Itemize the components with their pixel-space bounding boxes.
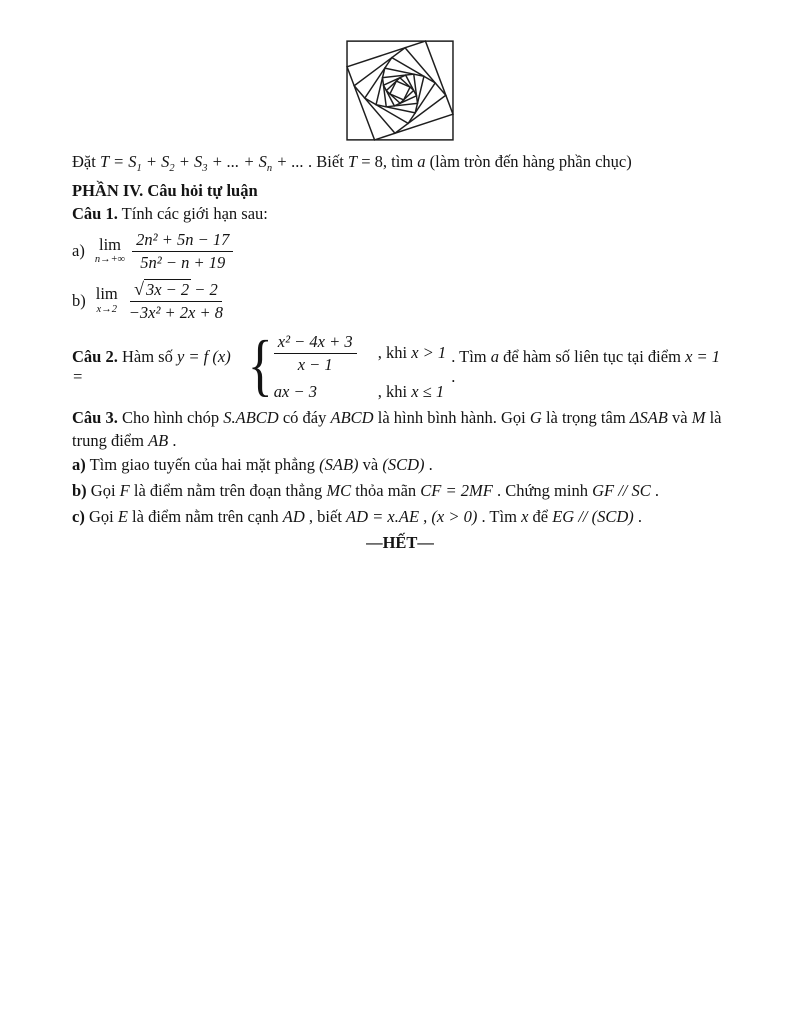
text-segment: Đặt (72, 152, 100, 171)
limit-problem-b (72, 279, 728, 323)
piecewise-cases (247, 328, 447, 404)
text-segment: AB (148, 430, 169, 450)
text-segment: , biết (304, 506, 347, 526)
text-segment: T (347, 152, 358, 171)
item-label-b: b) (72, 290, 86, 310)
case-row-1 (274, 332, 446, 375)
text-segment: để (528, 506, 553, 526)
text-segment: = 8, tìm (357, 152, 418, 171)
lim-word: lim (98, 234, 121, 254)
text-segment: . (451, 366, 456, 386)
text-segment: là hình bình hành. Gọi (373, 407, 530, 427)
cau1-header (72, 203, 728, 225)
end-marker (72, 533, 728, 553)
lim-word: lim (95, 284, 118, 304)
fraction-denominator: x − 1 (297, 354, 333, 374)
text-segment: x ≤ 1 (411, 381, 445, 401)
text-segment: a) (72, 454, 86, 474)
spiral-square-7 (383, 75, 416, 106)
spiral-square-2 (347, 41, 453, 140)
text-segment: . Tìm (477, 506, 522, 526)
cau3-paragraph (72, 406, 728, 452)
text-segment: Tính các giới hạn sau: (117, 204, 268, 223)
text-segment: . Biết (308, 152, 348, 171)
text-segment: + ... (272, 152, 309, 171)
text-segment: F (119, 480, 130, 500)
text-segment: . (424, 454, 433, 474)
spiral-squares-figure (346, 40, 454, 141)
spiral-square-5 (376, 68, 424, 113)
sqrt-rest: − 2 (194, 279, 218, 299)
text-segment: MC (326, 480, 352, 500)
text-segment: và (667, 407, 692, 427)
left-brace: { (247, 328, 273, 404)
text-segment: . Chứng minh (492, 480, 593, 500)
cau2-text-before (72, 347, 246, 387)
part-header (72, 180, 728, 202)
text-segment: 1 (136, 163, 142, 174)
text-segment: b) (72, 480, 87, 500)
limit-operator (96, 286, 118, 315)
text-segment: Câu 2. (72, 346, 118, 366)
limit-operator (94, 234, 126, 266)
cau3-item-c (72, 504, 728, 530)
text-segment: G (529, 407, 542, 427)
text-segment: E (117, 506, 128, 526)
lim-subscript: x→2 (96, 303, 117, 315)
text-segment: . (650, 480, 660, 500)
text-segment: x (521, 506, 529, 526)
text-segment: . Tìm (451, 346, 491, 366)
text-segment: Câu 1. (72, 204, 118, 223)
text-segment: M (691, 407, 706, 427)
intro-line (72, 151, 728, 180)
text-segment: ABCD (330, 407, 374, 427)
text-segment: S.ABCD (223, 407, 279, 427)
text-segment: Hàm số (117, 346, 177, 366)
text-segment: là trung điểm (72, 407, 722, 450)
text-segment: GF // SC (592, 480, 651, 500)
text-segment: để hàm số liên tục tại điểm (499, 346, 686, 366)
text-segment: thỏa mãn (351, 480, 421, 500)
text-segment: T = S (99, 152, 137, 171)
text-segment: a (417, 152, 426, 171)
text-segment: PHẦN IV. Câu hỏi tự luận (72, 181, 258, 200)
text-segment: 3 (202, 163, 208, 174)
text-segment: (SAB) (319, 454, 359, 474)
text-segment: —HẾT— (366, 532, 434, 552)
case-row-2 (274, 382, 446, 402)
cau2-text-after (451, 347, 728, 387)
text-segment: 2 (169, 163, 175, 174)
case1-expression (274, 332, 378, 375)
fraction-denominator: −3x² + 2x + 8 (128, 303, 224, 323)
text-segment: AD (282, 506, 305, 526)
fraction (274, 332, 357, 375)
cau3-item-b (72, 478, 728, 504)
text-segment: c) (72, 506, 85, 526)
text-segment: là điểm nằm trên cạnh (127, 506, 283, 526)
text-segment: , khi (377, 381, 412, 401)
cau2-problem (72, 328, 728, 404)
text-segment: Gọi (86, 480, 120, 500)
text-segment: (làm tròn đến hàng phần chục) (425, 152, 632, 171)
fraction (132, 230, 233, 273)
text-segment: + S (174, 152, 203, 171)
case2-expression: ax − 3 (273, 381, 317, 401)
text-segment: . (168, 430, 177, 450)
text-segment: là trọng tâm (541, 407, 630, 427)
text-segment: CF = 2MF (420, 480, 493, 500)
spiral-square-4 (365, 58, 435, 124)
spiral-squares-svg (346, 40, 454, 141)
text-segment: Cho hình chóp (117, 407, 224, 427)
fraction-numerator: x² − 4x + 3 (274, 332, 357, 354)
text-segment: + ... + S (207, 152, 267, 171)
text-segment: có đáy (278, 407, 331, 427)
text-segment: + S (141, 152, 170, 171)
case2-condition (378, 382, 444, 402)
lim-subscript: n→+∞ (94, 254, 126, 266)
sqrt-icon: √ (134, 278, 144, 299)
text-segment: là điểm nằm trên đoạn thẳng (129, 480, 327, 500)
text-segment: x > 1 (411, 343, 447, 363)
text-segment: , (419, 506, 432, 526)
spiral-square-6 (383, 74, 418, 107)
text-segment: x = 1 (685, 346, 721, 366)
text-segment: . (633, 506, 643, 526)
text-segment: a (490, 346, 500, 366)
text-segment: Câu 3. (72, 407, 118, 427)
fraction (125, 279, 227, 323)
item-label-a: a) (72, 241, 85, 261)
text-segment: , khi (377, 343, 412, 363)
case-rows (274, 332, 446, 402)
text-segment: EG // (SCD) (552, 506, 634, 526)
spiral-square-1 (347, 41, 453, 140)
text-segment: (x > 0) (431, 506, 478, 526)
text-segment: Tìm giao tuyến của hai mặt phẳng (85, 454, 320, 474)
case1-condition (378, 343, 446, 363)
radicand: 3x − 2 (145, 279, 190, 299)
text-segment: ΔSAB (629, 407, 668, 427)
cau3-item-a (72, 452, 728, 478)
fraction-denominator: 5n² − n + 19 (140, 252, 226, 272)
text-segment: Gọi (84, 506, 118, 526)
fraction-numerator (130, 279, 222, 303)
fraction-numerator: 2n² + 5n − 17 (132, 230, 233, 252)
text-segment: (SCD) (382, 454, 425, 474)
text-segment: y = f (x) = (72, 346, 231, 386)
text-segment: n (266, 163, 273, 174)
text-segment: AD = x.AE (346, 506, 420, 526)
text-segment: và (358, 454, 383, 474)
limit-problem-a (72, 230, 728, 273)
